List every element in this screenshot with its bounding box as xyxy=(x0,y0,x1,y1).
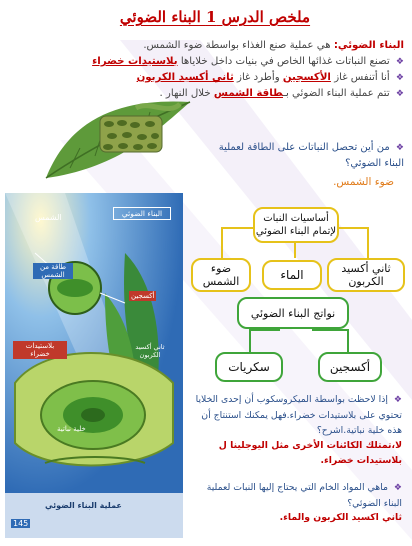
mindmap-oxygen xyxy=(318,352,382,382)
bullet-2-answer-1: الأكسجين xyxy=(282,72,331,83)
bullet-2-mid: وأطرد غاز xyxy=(237,72,280,83)
definition-label: البناء الضوئي: xyxy=(333,40,404,51)
figure-caption: عملية البناء الضوئي xyxy=(45,501,122,510)
figure-label-oxygen: أكسجين xyxy=(131,292,155,300)
question-1-text: من أين تحصل النباتات على الطاقة لعملية البناء الضوئي؟ xyxy=(218,142,404,169)
mindmap-products xyxy=(237,297,349,329)
mindmap-co2-text: ثاني أكسيد الكربون xyxy=(341,262,391,288)
question-2-text: إذا لاحظت بواسطة الميكروسكوب أن إحدى الخلايا تحتوي على بلاستيدات خضراء.فهل يمكنك استنتاج أن هذه خلية نباتية.اشرح؟ xyxy=(195,394,402,436)
question-3 xyxy=(192,480,402,511)
mindmap-light xyxy=(191,258,251,292)
mindmap-sugars-text: سكريات xyxy=(228,359,270,374)
question-3-text: ماهي المواد الخام التي يحتاج إليها النبات لعملية البناء الضوئي؟ xyxy=(206,482,402,509)
diamond-bullet-icon: ❖ xyxy=(393,483,402,493)
bullet-2-pre: أنا أتنفس غاز xyxy=(334,72,390,83)
figure-label-co2: ثاني أكسيد الكربون xyxy=(135,343,165,359)
mindmap-light-text: ضوء الشمس xyxy=(202,262,240,288)
mindmap-sugars xyxy=(215,352,283,382)
mindmap-water-text: الماء xyxy=(280,267,304,282)
figure-label-plant-cell: خلية نباتية xyxy=(57,425,86,433)
diamond-bullet-icon: ❖ xyxy=(395,89,404,99)
mindmap-root xyxy=(253,207,339,243)
figure-label-solar-energy: طاقة من الشمس xyxy=(33,263,73,279)
bullet-1-answer: بلاستيدات خضراء xyxy=(92,56,178,67)
mindmap-water xyxy=(262,260,322,290)
figure-page-number: 145 xyxy=(13,519,29,528)
bullet-1-text: تصنع النباتات غذائها الخاص في بنيات داخل خلاياها xyxy=(180,56,390,67)
figure-label-chloroplasts: بلاستيدات خضراء xyxy=(13,341,67,359)
diamond-bullet-icon: ❖ xyxy=(395,57,404,67)
bullet-2-answer-2: ثاني أكسيد الكربون xyxy=(136,72,234,83)
mindmap-oxygen-text: أكسجين xyxy=(329,359,371,374)
mindmap-root-text: أساسيات النبات لإتمام البناء الضوئي xyxy=(255,213,337,237)
definition-text: هي عملية صنع الغذاء بواسطة ضوء الشمس. xyxy=(143,40,331,51)
diamond-bullet-icon: ❖ xyxy=(395,73,404,83)
answer-2: لا،تمتلك الكائنات الأخرى مثل اليوجلينا ل بلاستيدات خضراء. xyxy=(218,440,402,466)
figure-label-photosynthesis: البناء الضوئي xyxy=(113,207,171,220)
question-2 xyxy=(192,392,402,438)
page-title: ملخص الدرس 1 البناء الضوئي xyxy=(119,8,311,26)
mindmap-products-text: نواتج البناء الضوئي xyxy=(250,306,336,320)
diamond-bullet-icon: ❖ xyxy=(393,395,402,405)
bullet-3-post: خلال النهار . xyxy=(159,88,211,99)
mindmap-co2 xyxy=(327,258,405,292)
figure-label-sun: الشمس xyxy=(35,213,62,222)
answer-3: ثاني اكسيد الكربون والماء. xyxy=(279,512,402,523)
bullet-3-pre: تتم عملية البناء الضوئي بـ xyxy=(282,88,390,99)
bullet-3-answer: طاقة الشمس xyxy=(213,88,283,99)
diamond-bullet-icon: ❖ xyxy=(395,143,404,153)
answer-1: ضوء الشمس. xyxy=(333,176,394,188)
